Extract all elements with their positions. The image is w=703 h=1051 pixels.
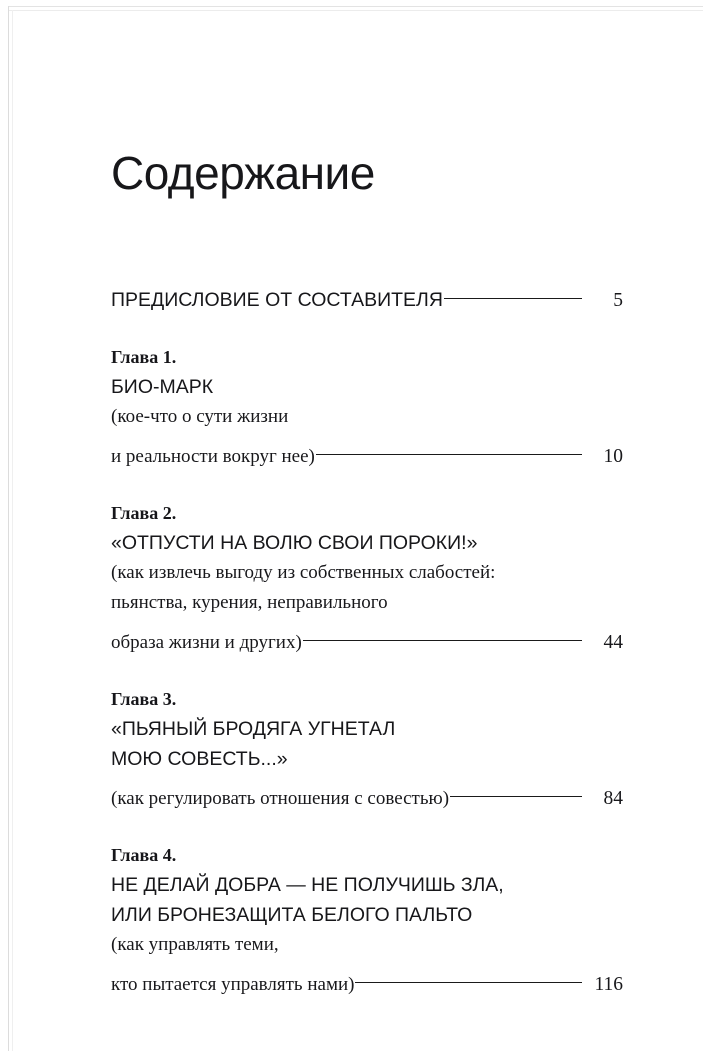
scan-edge-top: [8, 6, 703, 7]
chapter-4-label: кто пытается управлять нами): [111, 974, 355, 995]
toc-entry-preface[interactable]: [111, 276, 623, 316]
chapter-3-label: (как регулировать отношения с совестью): [111, 788, 450, 809]
toc-entry-chapter-4[interactable]: [111, 840, 623, 1000]
chapter-1-row: [111, 432, 623, 472]
table-of-contents: [111, 276, 623, 1000]
chapter-description-line: (кое-что о сути жизни: [111, 406, 289, 427]
leader-rule: [354, 960, 593, 990]
chapter-description-line: (как управлять теми,: [111, 934, 279, 955]
chapter-2-page-number: 44: [603, 632, 623, 653]
page-title: Содержание: [111, 146, 375, 199]
chapter-4-page-number: 116: [594, 974, 623, 995]
chapter-1-label: и реальности вокруг нее): [111, 446, 315, 467]
toc-entry-chapter-2[interactable]: [111, 498, 623, 658]
scan-edge-top-secondary: [8, 10, 703, 11]
chapter-3-row: [111, 774, 623, 814]
chapter-3-page-number: 84: [603, 788, 623, 809]
toc-entry-chapter-1[interactable]: [111, 342, 623, 472]
chapter-label: Глава 1.: [111, 347, 177, 367]
chapter-1-page-number: 10: [603, 446, 623, 467]
chapter-label: Глава 2.: [111, 503, 177, 523]
leader-rule: [315, 432, 593, 462]
preface-page-number: 5: [613, 290, 623, 311]
preface-label: ПРЕДИСЛОВИЕ ОТ СОСТАВИТЕЛЯ: [111, 289, 443, 311]
leader-rule: [443, 276, 593, 306]
chapter-heading-line: ИЛИ БРОНЕЗАЩИТА БЕЛОГО ПАЛЬТО: [111, 904, 473, 926]
chapter-2-row: [111, 618, 623, 658]
chapter-label: Глава 3.: [111, 689, 177, 709]
chapter-description-line: (как извлечь выгоду из собственных слабостей:: [111, 562, 496, 583]
chapter-heading-line: МОЮ СОВЕСТЬ...»: [111, 748, 288, 770]
toc-entry-chapter-3[interactable]: [111, 684, 623, 814]
chapter-heading-line: БИО-МАРК: [111, 376, 214, 398]
chapter-heading-line: «ОТПУСТИ НА ВОЛЮ СВОИ ПОРОКИ!»: [111, 532, 478, 554]
chapter-2-label: образа жизни и других): [111, 632, 302, 653]
scan-edge-left: [8, 6, 9, 1051]
scan-edge-left-secondary: [12, 10, 13, 1051]
chapter-4-row: [111, 960, 623, 1000]
chapter-heading-line: НЕ ДЕЛАЙ ДОБРА — НЕ ПОЛУЧИШЬ ЗЛА,: [111, 874, 504, 896]
leader-rule: [302, 618, 593, 648]
chapter-description-line: пьянства, курения, неправильного: [111, 592, 388, 613]
leader-rule: [449, 774, 593, 804]
chapter-heading-line: «ПЬЯНЫЙ БРОДЯГА УГНЕТАЛ: [111, 718, 396, 740]
preface-row: [111, 276, 623, 316]
chapter-label: Глава 4.: [111, 845, 177, 865]
